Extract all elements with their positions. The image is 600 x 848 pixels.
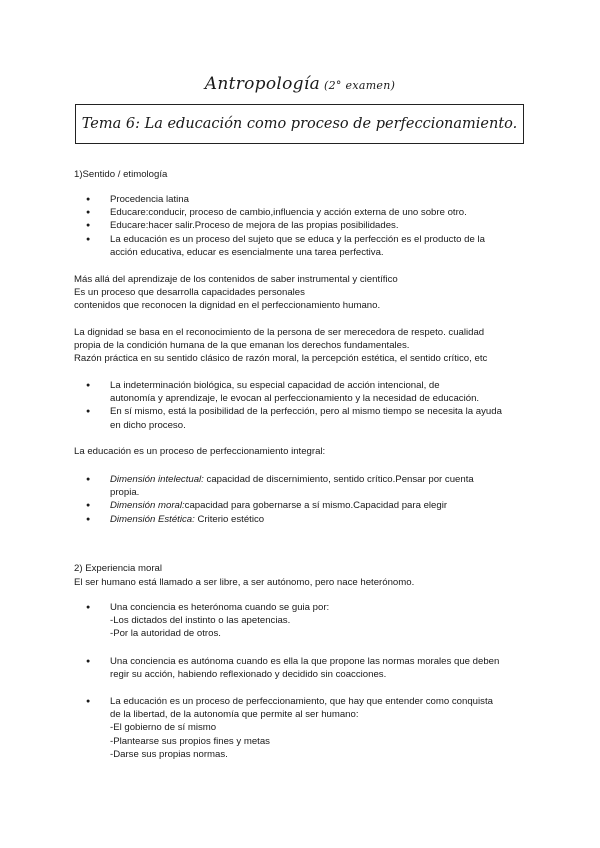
list-item-text: ● Educare:hacer salir.Proceso de mejora de las propias posibilidades. (110, 220, 399, 232)
section-2-bullets-b (86, 655, 499, 681)
paragraph-line: propia de la condición humana de la que emanan los derechos fundamentales. (74, 340, 410, 352)
dimension-text: capacidad de discernimiento, sentido crítico.Pensar por cuenta (203, 474, 474, 485)
list-item (86, 206, 485, 219)
list-item-text: ● Procedencia latina (110, 194, 189, 205)
title-subtitle: (2° examen) (324, 79, 396, 92)
list-item-text: ● En sí mismo, está la posibilidad de la perfección, pero al mismo tiempo se necesita la ayuda (110, 406, 502, 418)
list-item (86, 379, 502, 405)
list-item (86, 473, 474, 499)
list-item-text: autonomía y aprendizaje, le evocan al perfeccionamiento y la necesidad de educación. (110, 393, 480, 405)
list-item-text: ● La indeterminación biológica, su especial capacidad de acción intencional, de (110, 380, 440, 391)
list-item-text: ● Educare:conducir, proceso de cambio,influencia y acción externa de uno sobre otro. (110, 207, 467, 219)
title-text: Antropología (204, 74, 321, 94)
list-item (86, 601, 329, 641)
dimension-term: Dimensión intelectual: (110, 474, 204, 485)
list-item-text: ● Una conciencia es heterónoma cuando se guia por: (110, 602, 330, 613)
list-item-text: -Darse sus propias normas. (110, 748, 228, 760)
section-2-heading: 2) Experiencia moral (74, 563, 162, 574)
list-item-text: -Plantearse sus propios fines y metas (110, 735, 270, 747)
paragraph: La educación es un proceso de perfeccionamiento integral: (74, 446, 326, 457)
topic-title: Tema 6: La educación como proceso de perfeccionamiento. (81, 116, 518, 132)
section-2-bullets-c (86, 695, 493, 761)
document-title (0, 74, 600, 94)
list-item (86, 499, 474, 512)
paragraph-line: Más allá del aprendizaje de los contenidos de saber instrumental y científico (74, 274, 398, 285)
list-item-text: en dicho proceso. (110, 419, 186, 431)
list-item (86, 405, 502, 431)
dimension-term: Dimensión moral: (110, 500, 185, 512)
list-item-text: -Por la autoridad de otros. (110, 628, 221, 640)
dimension-term: Dimensión Estética: (110, 513, 195, 525)
topic-box (75, 104, 524, 144)
list-item-text: ● La educación es un proceso del sujeto que se educa y la perfección es el producto de la (110, 233, 485, 245)
paragraph-line: Es un proceso que desarrolla capacidades personales (74, 287, 305, 299)
dimensions-list (86, 473, 474, 526)
paragraph (74, 273, 398, 313)
paragraph-line: contenidos que reconocen la dignidad en el perfeccionamiento humano. (74, 300, 381, 312)
list-item-text: -Los dictados del instinto o las apetencias. (110, 615, 291, 627)
section-1-heading: 1)Sentido / etimología (74, 169, 168, 180)
list-item-text: acción educativa, educar es esencialmente una tarea perfectiva. (110, 246, 384, 258)
section-2-bullets-a (86, 601, 329, 641)
list-item-text: -El gobierno de sí mismo (110, 722, 217, 734)
list-item-text: regir su acción, habiendo reflexionado y decidido sin coacciones. (110, 669, 387, 681)
list-item (86, 193, 485, 206)
list-item-text: ● Una conciencia es autónoma cuando es ella la que propone las normas morales que deben (110, 656, 500, 667)
dimension-text: Criterio estético (194, 513, 265, 525)
list-item-text: ● La educación es un proceso de perfeccionamiento, que hay que entender como conquista (110, 696, 493, 707)
section-1-bullets-2 (86, 379, 502, 432)
list-item-text: de la libertad, de la autonomía que permite al ser humano: (110, 709, 359, 721)
list-item (86, 233, 485, 259)
section-2-intro: El ser humano está llamado a ser libre, a ser autónomo, pero nace heterónomo. (74, 577, 415, 588)
paragraph-line: La dignidad se basa en el reconocimiento de la persona de ser merecedora de respeto. cualidad (74, 327, 485, 338)
paragraph-line: Razón práctica en su sentido clásico de razón moral, la percepción estética, el sentido crítico, etc (74, 353, 488, 365)
list-item (86, 219, 485, 232)
list-item (86, 695, 493, 761)
paragraph (74, 326, 487, 366)
section-1-bullets (86, 193, 485, 259)
dimension-text-cont: propia. (110, 487, 140, 499)
list-item (86, 655, 499, 681)
list-item (86, 513, 474, 526)
dimension-text: capacidad para gobernarse a sí mismo.Capacidad para elegir (184, 500, 448, 512)
